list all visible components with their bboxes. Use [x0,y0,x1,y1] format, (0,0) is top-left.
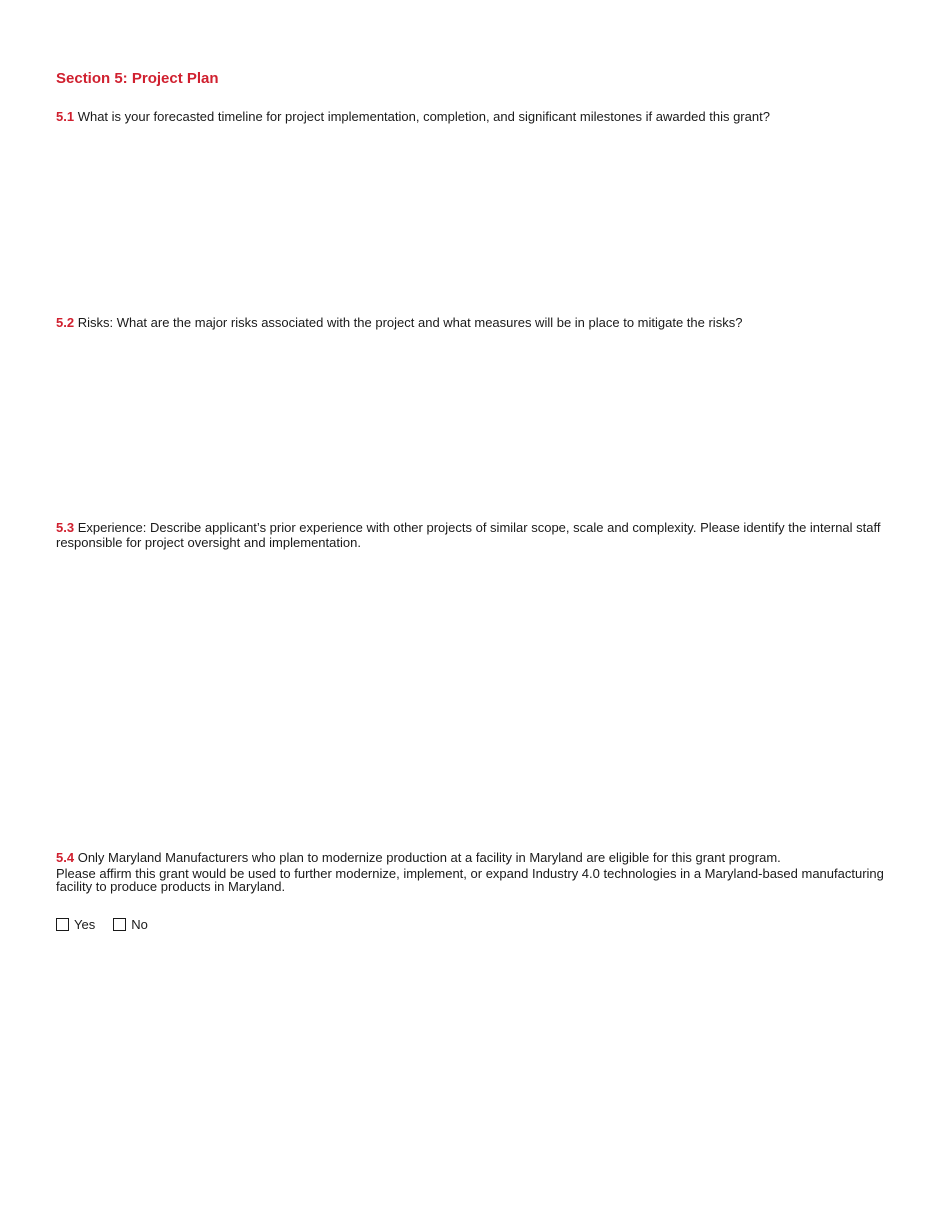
question-number: 5.3 [56,520,75,535]
question-text: Risks: What are the major risks associated with the project and what measures will be in place to mitigate the risks? [77,315,743,330]
answer-field-5-1[interactable] [56,130,894,308]
yes-checkbox[interactable] [56,918,69,931]
no-checkbox[interactable] [113,918,126,931]
question-text: What is your forecasted timeline for project implementation, completion, and significant milestones if awarded this grant? [77,109,770,124]
question-number: 5.4 [56,850,75,865]
section-title: Section 5: Project Plan [56,70,219,87]
no-label: No [131,917,148,932]
question-text: Experience: Describe applicant’s prior experience with other projects of similar scope, scale and complexity. Please identify the internal staff responsible for project oversight and implementation. [56,520,881,550]
affirmation-options [56,917,166,932]
question-text-affirmation: Please affirm this grant would be used to further modernize, implement, or expand Industry 4.0 technologies in a Maryland-based manufacturing facility to produce products in Maryland. [56,866,884,894]
answer-field-5-3[interactable] [56,556,894,846]
question-number: 5.1 [56,109,75,124]
answer-field-5-2[interactable] [56,336,894,514]
question-5-3 [56,520,896,550]
no-option[interactable] [113,917,148,932]
yes-option[interactable] [56,917,95,932]
question-5-1 [56,109,896,124]
yes-label: Yes [74,917,96,932]
question-number: 5.2 [56,315,75,330]
question-5-2 [56,315,896,330]
question-text: Only Maryland Manufacturers who plan to modernize production at a facility in Maryland are eligible for this grant program. [77,850,781,865]
question-5-4 [56,850,896,893]
